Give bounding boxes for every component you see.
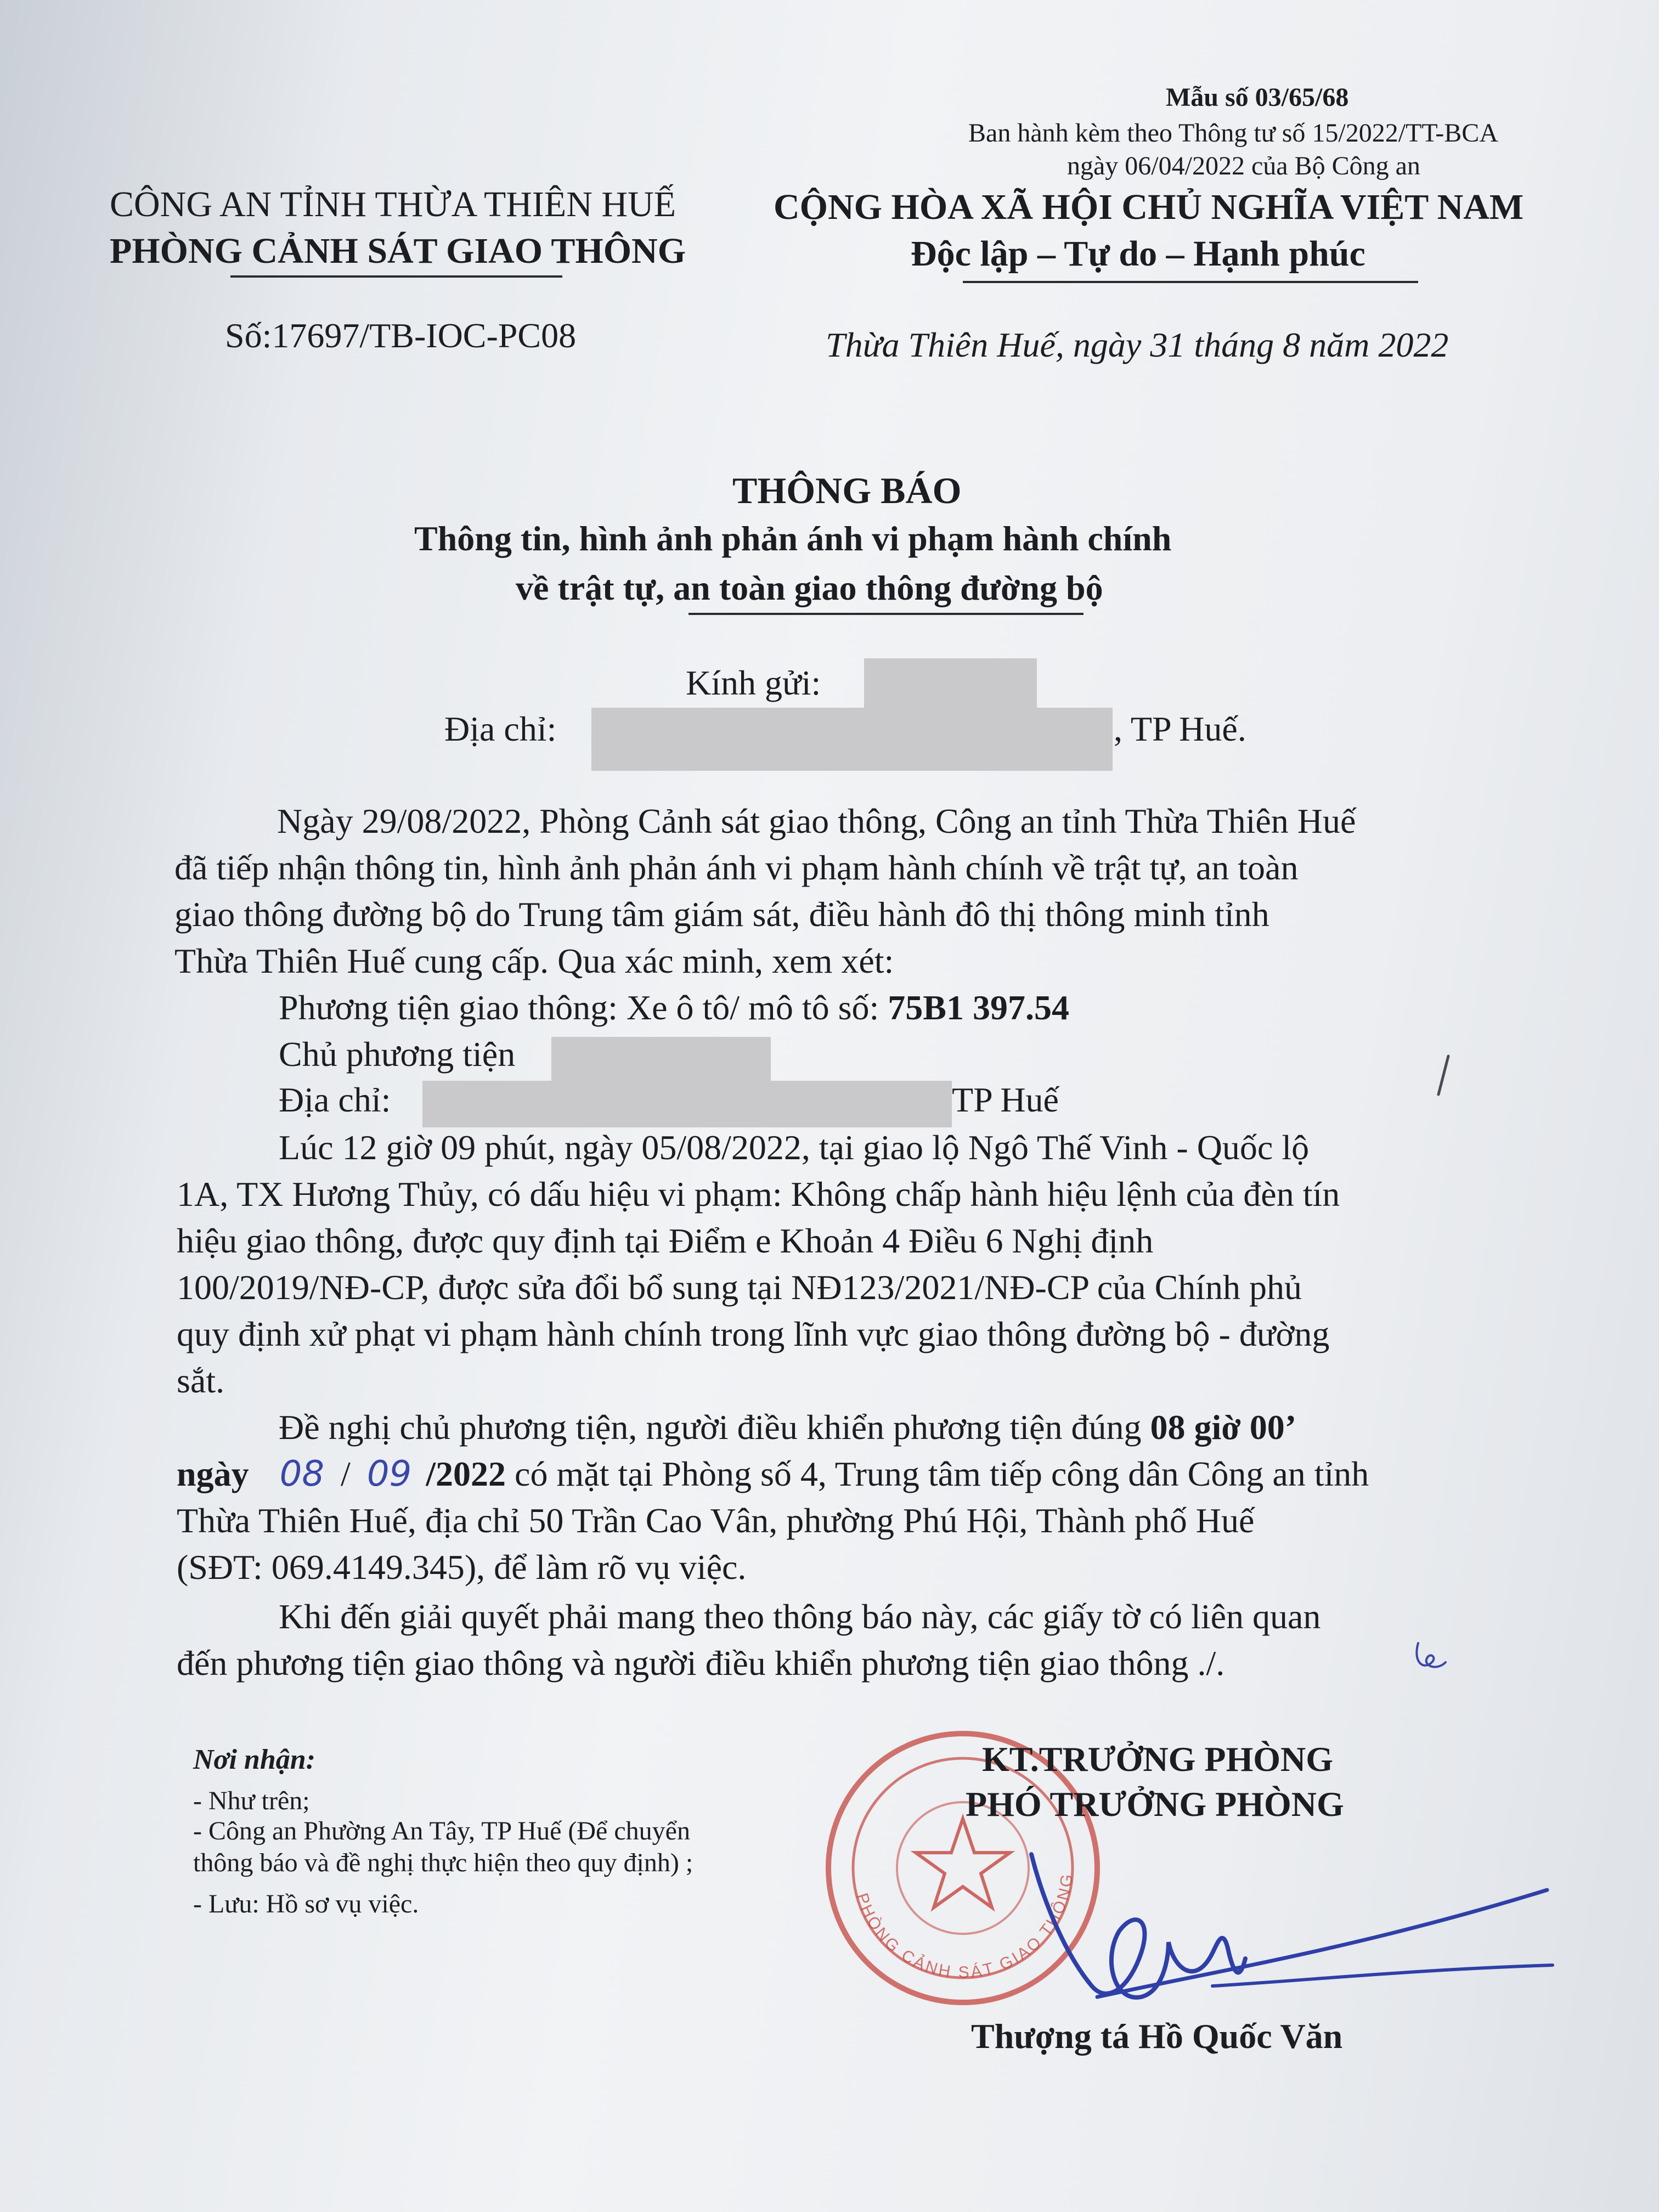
form-issued-line1: Ban hành kèm theo Thông tư số 15/2022/TT-BCA [968, 119, 1498, 148]
p3-ngay: ngày [177, 1454, 249, 1493]
appointment-year: /2022 [426, 1454, 506, 1493]
body-p3-line4: (SĐT: 069.4149.345), để làm rõ vụ việc. [177, 1548, 747, 1587]
handwritten-month: 09 [366, 1454, 412, 1494]
body-p1-line1: Ngày 29/08/2022, Phòng Cảnh sát giao thông, Công an tỉnh Thừa Thiên Huế [277, 802, 1356, 840]
p3-line2-rest: có mặt tại Phòng số 4, Trung tâm tiếp công dân Công an tỉnh [506, 1454, 1369, 1493]
owner-label: Chủ phương tiện [279, 1035, 516, 1074]
body-p3-line2 [177, 1454, 1369, 1494]
signature-title-2: PHÓ TRƯỞNG PHÒNG [966, 1785, 1344, 1824]
owner-address-label: Địa chỉ: [279, 1080, 391, 1119]
appointment-time: 08 giờ 00’ [1150, 1408, 1297, 1447]
redacted-recipient-name [864, 658, 1037, 710]
body-p2-line4: 100/2019/NĐ-CP, được sửa đổi bổ sung tại NĐ123/2021/NĐ-CP của Chính phủ [177, 1268, 1302, 1307]
handwritten-day: 08 [279, 1454, 325, 1494]
body-p3-line3: Thừa Thiên Huế, địa chỉ 50 Trần Cao Vân, phường Phú Hội, Thành phố Huế [177, 1501, 1255, 1540]
national-motto: Độc lập – Tự do – Hạnh phúc [911, 234, 1365, 274]
recipients-item-2: - Công an Phường An Tây, TP Huế (Để chuyển [193, 1816, 690, 1846]
recipients-item-3: thông báo và đề nghị thực hiện theo quy định) ; [193, 1848, 693, 1877]
recipient-address-label: Địa chỉ: [444, 709, 557, 748]
p3-text: Đề nghị chủ phương tiện, người điều khiển phương tiện đúng [279, 1408, 1150, 1447]
recipient-label: Kính gửi: [686, 663, 821, 702]
document-title: THÔNG BÁO [732, 470, 962, 511]
recipient-address-suffix: , TP Huế. [1114, 709, 1246, 748]
document-subtitle-1: Thông tin, hình ảnh phản ánh vi phạm hành chính [414, 519, 1172, 558]
pen-initial [1413, 1640, 1451, 1673]
body-p2-line3: hiệu giao thông, được quy định tại Điểm e Khoản 4 Điều 6 Nghị định [177, 1221, 1154, 1260]
form-issued-line2: ngày 06/04/2022 của Bộ Công an [1067, 151, 1420, 180]
signer-name: Thượng tá Hồ Quốc Văn [971, 2017, 1343, 2056]
pen-mark [1432, 1053, 1454, 1097]
motto-underline [963, 281, 1418, 283]
body-p2-line1: Lúc 12 giờ 09 phút, ngày 05/08/2022, tại giao lộ Ngô Thế Vinh - Quốc lộ [279, 1128, 1310, 1167]
recipients-item-4: - Lưu: Hồ sơ vụ việc. [193, 1889, 419, 1918]
place-date: Thừa Thiên Huế, ngày 31 tháng 8 năm 2022 [826, 325, 1449, 364]
recipients-item-1: - Như trên; [193, 1786, 310, 1815]
body-p2-line5: quy định xử phạt vi phạm hành chính trong lĩnh vực giao thông đường bộ - đường [177, 1314, 1330, 1353]
title-underline [689, 613, 1084, 615]
body-p3-line1 [279, 1407, 1296, 1448]
body-p2-line6: sắt. [177, 1361, 225, 1400]
signature-title-1: KT.TRƯỞNG PHÒNG [982, 1740, 1333, 1779]
body-p1-line4: Thừa Thiên Huế cung cấp. Qua xác minh, xem xét: [174, 941, 894, 980]
form-code: Mẫu số 03/65/68 [1166, 83, 1349, 112]
redacted-recipient-address [591, 708, 1113, 771]
agency-name: CÔNG AN TỈNH THỪA THIÊN HUẾ [110, 184, 676, 224]
document-number: Số:17697/TB-IOC-PC08 [225, 316, 577, 355]
body-p4-line2: đến phương tiện giao thông và người điều khiển phương tiện giao thông ./. [177, 1644, 1225, 1683]
owner-address-suffix: TP Huế [952, 1080, 1059, 1119]
national-title: CỘNG HÒA XÃ HỘI CHỦ NGHĨA VIỆT NAM [774, 187, 1524, 227]
vehicle-label: Phương tiện giao thông: Xe ô tô/ mô tô số: [279, 988, 888, 1027]
body-p2-line2: 1A, TX Hương Thủy, có dấu hiệu vi phạm: Không chấp hành hiệu lệnh của đèn tín [177, 1175, 1340, 1214]
recipients-heading: Nơi nhận: [193, 1744, 315, 1775]
redacted-owner-address [422, 1081, 952, 1127]
body-p1-line3: giao thông đường bộ do Trung tâm giám sát, điều hành đô thị thông minh tỉnh [174, 895, 1269, 934]
vehicle-line [279, 988, 1069, 1028]
handwritten-signature [1031, 1821, 1558, 2030]
vehicle-plate: 75B1 397.54 [888, 988, 1069, 1027]
stamp-text: PHÒNG CẢNH SÁT GIAO THÔNG [853, 1871, 1077, 1982]
body-p1-line2: đã tiếp nhận thông tin, hình ảnh phản ánh vi phạm hành chính về trật tự, an toàn [174, 848, 1299, 887]
p3-slash: / [341, 1454, 351, 1493]
agency-underline [230, 275, 562, 278]
agency-department: PHÒNG CẢNH SÁT GIAO THÔNG [110, 231, 686, 271]
document-subtitle-2: về trật tự, an toàn giao thông đường bộ [516, 568, 1103, 607]
stamp-star-icon [916, 1819, 1010, 1908]
body-p4-line1: Khi đến giải quyết phải mang theo thông báo này, các giấy tờ có liên quan [279, 1597, 1321, 1636]
